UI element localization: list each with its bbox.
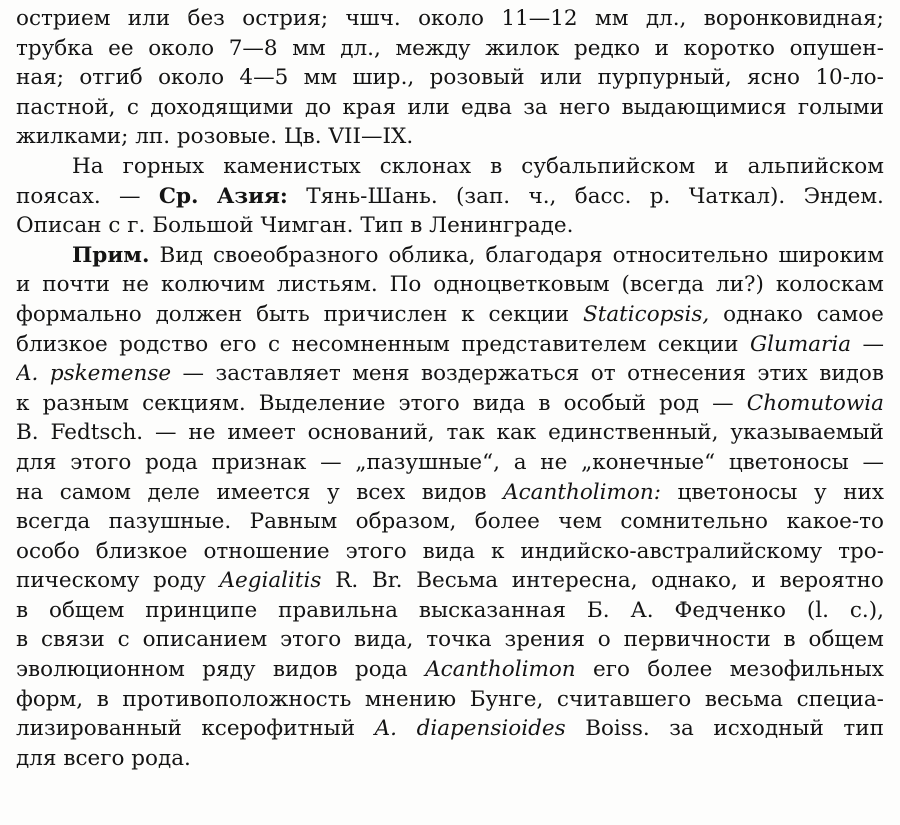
- word: вида: [472, 390, 526, 416]
- word: видов: [421, 479, 487, 505]
- word: Br.: [371, 568, 403, 594]
- word: в: [16, 597, 29, 623]
- word: род: [659, 390, 700, 416]
- text-line: [16, 330, 884, 360]
- latin-term-word: A.: [374, 716, 398, 742]
- word: B.: [16, 420, 39, 446]
- word: чшч.: [345, 6, 401, 31]
- word: Тянь-Шань.: [306, 183, 438, 209]
- word: представителем: [461, 331, 647, 357]
- word: всегда: [16, 509, 91, 535]
- word: около: [148, 35, 215, 61]
- word: для: [16, 449, 57, 475]
- word: пастной,: [16, 94, 116, 120]
- word: цветоносы: [677, 479, 798, 505]
- word: самое: [816, 301, 884, 327]
- word: высказанная: [418, 597, 566, 623]
- word: жилками;: [16, 124, 129, 150]
- word: г.: [127, 213, 146, 239]
- word: лп.: [135, 124, 171, 150]
- word: тро-: [838, 538, 884, 564]
- word: около: [418, 6, 485, 31]
- word: секции: [657, 331, 739, 357]
- word: Эндем.: [803, 183, 884, 209]
- word: его: [219, 331, 257, 357]
- word: А.: [630, 597, 654, 623]
- word: едва: [461, 94, 512, 120]
- word: доходящими: [150, 94, 294, 120]
- word: (всегда: [621, 272, 705, 298]
- word: причислен: [323, 301, 448, 327]
- note-paragraph: [16, 241, 884, 774]
- word: жилок: [485, 35, 560, 61]
- latin-term-word: A.: [16, 361, 39, 387]
- word: имеет: [227, 420, 296, 446]
- word: Чимган.: [260, 213, 354, 239]
- word: шир.,: [352, 65, 415, 91]
- word: имеется: [216, 479, 311, 505]
- text-line: [16, 34, 884, 64]
- word: от: [590, 361, 616, 387]
- word: как: [496, 420, 537, 446]
- word: своеобразного: [212, 242, 379, 268]
- text-line: [16, 359, 884, 389]
- word: мм: [292, 35, 326, 61]
- word: к: [461, 301, 475, 327]
- word: —: [862, 331, 884, 357]
- word: общем: [808, 627, 884, 653]
- word: отношение: [203, 538, 330, 564]
- word: не: [188, 420, 216, 446]
- word: этого: [345, 538, 407, 564]
- latin-term-word: Chomutowia: [746, 390, 884, 416]
- latin-term-word: Glumaria: [749, 331, 852, 357]
- word: особо: [16, 538, 80, 564]
- word: индийско-австралийскому: [520, 538, 823, 564]
- word: первичности: [623, 627, 771, 653]
- word: рода.: [131, 745, 191, 771]
- latin-term-word: pskemense: [49, 361, 172, 387]
- bold-heading-word: Прим.: [72, 242, 150, 268]
- word: альпийском: [747, 153, 884, 179]
- word: за: [669, 716, 694, 742]
- word: в: [538, 390, 551, 416]
- word: р.: [649, 183, 671, 209]
- word: мм: [594, 6, 629, 31]
- text-line: [16, 93, 884, 123]
- word: вида: [422, 538, 476, 564]
- word: не: [540, 449, 568, 475]
- word: 10-ло-: [815, 65, 884, 91]
- word: видов: [819, 361, 884, 387]
- word: облика,: [388, 242, 476, 268]
- text-line: [16, 270, 884, 300]
- text-line: [16, 685, 884, 715]
- word: несомненным: [291, 331, 450, 357]
- word: сомнительно: [620, 509, 768, 535]
- word: этого: [70, 449, 132, 475]
- word: этого: [280, 627, 342, 653]
- word: R.: [335, 568, 359, 594]
- word: и: [714, 153, 729, 179]
- word: оснований,: [307, 420, 435, 446]
- word: однако: [723, 301, 803, 327]
- word: —: [182, 361, 205, 387]
- word: На: [72, 153, 104, 179]
- word: ее: [108, 35, 134, 61]
- word: —: [119, 183, 141, 209]
- text-line: [16, 537, 884, 567]
- word: —: [320, 449, 342, 475]
- word: а: [513, 449, 527, 475]
- text-line: [16, 300, 884, 330]
- word: вероятно: [779, 568, 884, 594]
- word: (зап.: [456, 183, 511, 209]
- word: общем: [49, 597, 125, 623]
- word: горных: [122, 153, 205, 179]
- word: родство: [119, 331, 209, 357]
- word: с: [268, 331, 281, 357]
- word: поясах.: [16, 183, 101, 209]
- text-line: [16, 63, 884, 93]
- word: острием: [16, 6, 111, 31]
- word: между: [395, 35, 471, 61]
- word: так: [446, 420, 485, 446]
- word: розовый: [429, 65, 525, 91]
- word: Ленинграде.: [429, 213, 574, 239]
- text-line: [16, 714, 884, 744]
- word: мезофильных: [729, 657, 884, 683]
- word: отгиб: [79, 65, 143, 91]
- word: трубка: [16, 35, 94, 61]
- word: Большой: [152, 213, 254, 239]
- word: мнению: [364, 686, 457, 712]
- word: Весьма: [416, 568, 499, 594]
- word: Вид: [159, 242, 203, 268]
- word: у: [327, 479, 340, 505]
- word: ная;: [16, 65, 64, 91]
- word: c.),: [849, 597, 884, 623]
- word: выдающимися: [621, 94, 787, 120]
- text-line: [16, 418, 884, 448]
- word: —: [712, 390, 734, 416]
- word: с: [117, 627, 130, 653]
- word: к: [491, 538, 505, 564]
- word: VII—IX.: [328, 124, 414, 150]
- word: более: [474, 509, 540, 535]
- word: этого: [398, 390, 460, 416]
- word: роду: [153, 568, 206, 594]
- word: или: [539, 65, 583, 91]
- word: Цв.: [283, 124, 322, 150]
- word: голыми: [797, 94, 884, 120]
- word: у: [813, 479, 827, 505]
- word: разным: [42, 390, 130, 416]
- word: них: [843, 479, 884, 505]
- word: его: [593, 657, 630, 683]
- word: заставляет: [215, 361, 341, 387]
- word: правильна: [278, 597, 398, 623]
- text-line: [16, 182, 884, 212]
- text-line: [16, 566, 884, 596]
- word: коротко: [683, 35, 775, 61]
- word: форм,: [16, 686, 84, 712]
- word: и: [654, 35, 670, 61]
- word: деле: [147, 479, 200, 505]
- word: почти: [42, 272, 110, 298]
- description-continued: [16, 4, 884, 152]
- word: видов: [272, 657, 338, 683]
- word: воронковидная;: [703, 6, 884, 31]
- word: не: [121, 272, 149, 298]
- word: „пазушные“,: [355, 449, 500, 475]
- text-line: [16, 655, 884, 685]
- word: пурпурный,: [597, 65, 732, 91]
- word: колючим: [160, 272, 265, 298]
- word: Федченко: [674, 597, 786, 623]
- word: Чаткал).: [688, 183, 786, 209]
- word: однако,: [651, 568, 738, 594]
- word: склонах: [379, 153, 472, 179]
- word: в: [96, 686, 109, 712]
- word: По: [389, 272, 422, 298]
- word: близкое: [16, 331, 108, 357]
- word: пическому: [16, 568, 140, 594]
- word: и: [751, 568, 766, 594]
- habitat-paragraph: [16, 152, 884, 241]
- word: эволюционном: [16, 657, 185, 683]
- word: отнесения: [627, 361, 746, 387]
- word: (l.: [806, 597, 829, 623]
- word: к: [16, 390, 30, 416]
- text-line: [16, 448, 884, 478]
- word: зрения: [504, 627, 585, 653]
- word: принципе: [145, 597, 258, 623]
- word: широким: [778, 242, 884, 268]
- word: единственный,: [548, 420, 719, 446]
- word: относительно: [612, 242, 769, 268]
- word: о: [597, 627, 611, 653]
- word: считавшего: [556, 686, 692, 712]
- word: указываемый: [730, 420, 884, 446]
- word: формально: [16, 301, 142, 327]
- word: в: [16, 627, 29, 653]
- word: за: [523, 94, 548, 120]
- word: на: [16, 479, 44, 505]
- latin-term-word: Aegialitis: [219, 568, 322, 594]
- word: в: [410, 213, 423, 239]
- word: секции: [488, 301, 570, 327]
- text-line: [16, 211, 884, 241]
- word: или: [407, 94, 450, 120]
- word: в: [490, 153, 503, 179]
- word: до: [304, 94, 332, 120]
- word: специа-: [796, 686, 884, 712]
- text-line: [16, 241, 884, 271]
- word: Fedtsch.: [50, 420, 144, 446]
- word: признак: [211, 449, 307, 475]
- word: этих: [757, 361, 808, 387]
- word: чем: [558, 509, 602, 535]
- word: острия;: [242, 6, 329, 31]
- word: 11—12: [501, 6, 578, 31]
- word: Boiss.: [585, 716, 650, 742]
- word: Выделение: [258, 390, 386, 416]
- word: Равным: [249, 509, 338, 535]
- word: рода: [145, 449, 198, 475]
- word: с: [126, 94, 139, 120]
- word: розовые.: [176, 124, 278, 150]
- text-line: [16, 122, 884, 152]
- bold-heading-word: Ср.: [158, 183, 199, 209]
- word: должен: [155, 301, 243, 327]
- word: вида,: [354, 627, 414, 653]
- word: около: [158, 65, 225, 91]
- text-line: [16, 152, 884, 182]
- word: пазушные.: [108, 509, 232, 535]
- word: всего: [63, 745, 125, 771]
- word: басс.: [574, 183, 632, 209]
- word: 7—8: [228, 35, 278, 61]
- word: ксерофитный: [201, 716, 356, 742]
- word: с: [108, 213, 121, 239]
- word: „конечные“: [581, 449, 716, 475]
- word: или: [127, 6, 171, 31]
- word: опушен-: [789, 35, 884, 61]
- latin-term-word: Acantholimon:: [503, 479, 661, 505]
- text-line: [16, 4, 884, 34]
- word: мм: [303, 65, 338, 91]
- bold-heading-word: Азия:: [216, 183, 288, 209]
- word: без: [187, 6, 225, 31]
- word: —: [155, 420, 177, 446]
- word: дл.,: [645, 6, 687, 31]
- word: противоположность: [122, 686, 352, 712]
- word: Б.: [586, 597, 610, 623]
- word: него: [559, 94, 611, 120]
- word: ли?): [716, 272, 764, 298]
- word: в: [783, 627, 796, 653]
- word: какое-то: [786, 509, 884, 535]
- latin-term-word: diapensioides: [416, 716, 566, 742]
- word: ч.,: [528, 183, 557, 209]
- text-line: [16, 596, 884, 626]
- word: ясно: [747, 65, 800, 91]
- word: исходный: [713, 716, 824, 742]
- word: тип: [843, 716, 884, 742]
- word: края: [342, 94, 397, 120]
- word: образом,: [355, 509, 457, 535]
- word: листьям.: [276, 272, 378, 298]
- word: субальпийском: [521, 153, 696, 179]
- latin-term-word: Acantholimon: [425, 657, 576, 683]
- word: каменистых: [223, 153, 361, 179]
- word: точка: [426, 627, 492, 653]
- word: одноцветковым: [433, 272, 610, 298]
- latin-term-word: Staticopsis,: [582, 301, 710, 327]
- word: лизированный: [16, 716, 182, 742]
- word: весьма: [704, 686, 783, 712]
- text-line: [16, 744, 884, 774]
- word: ряду: [202, 657, 256, 683]
- word: 4—5: [239, 65, 289, 91]
- word: всех: [356, 479, 406, 505]
- word: Тип: [360, 213, 404, 239]
- word: более: [647, 657, 713, 683]
- word: и: [16, 272, 31, 298]
- word: цветоносы: [728, 449, 849, 475]
- word: дл.,: [340, 35, 381, 61]
- word: меня: [352, 361, 410, 387]
- word: близкое: [95, 538, 188, 564]
- word: воздержаться: [421, 361, 580, 387]
- word: редко: [573, 35, 641, 61]
- word: описанием: [142, 627, 268, 653]
- word: —: [862, 449, 884, 475]
- text-line: [16, 625, 884, 655]
- text-line: [16, 507, 884, 537]
- word: интересна,: [511, 568, 638, 594]
- word: для: [16, 745, 57, 771]
- word: благодаря: [485, 242, 603, 268]
- word: Описан: [16, 213, 102, 239]
- text-line: [16, 389, 884, 419]
- word: связи: [41, 627, 105, 653]
- word: особый: [563, 390, 646, 416]
- word: Бунге,: [469, 686, 544, 712]
- text-line: [16, 478, 884, 508]
- word: секциям.: [142, 390, 246, 416]
- word: колоскам: [775, 272, 884, 298]
- word: самом: [59, 479, 131, 505]
- word: рода: [354, 657, 408, 683]
- word: быть: [256, 301, 310, 327]
